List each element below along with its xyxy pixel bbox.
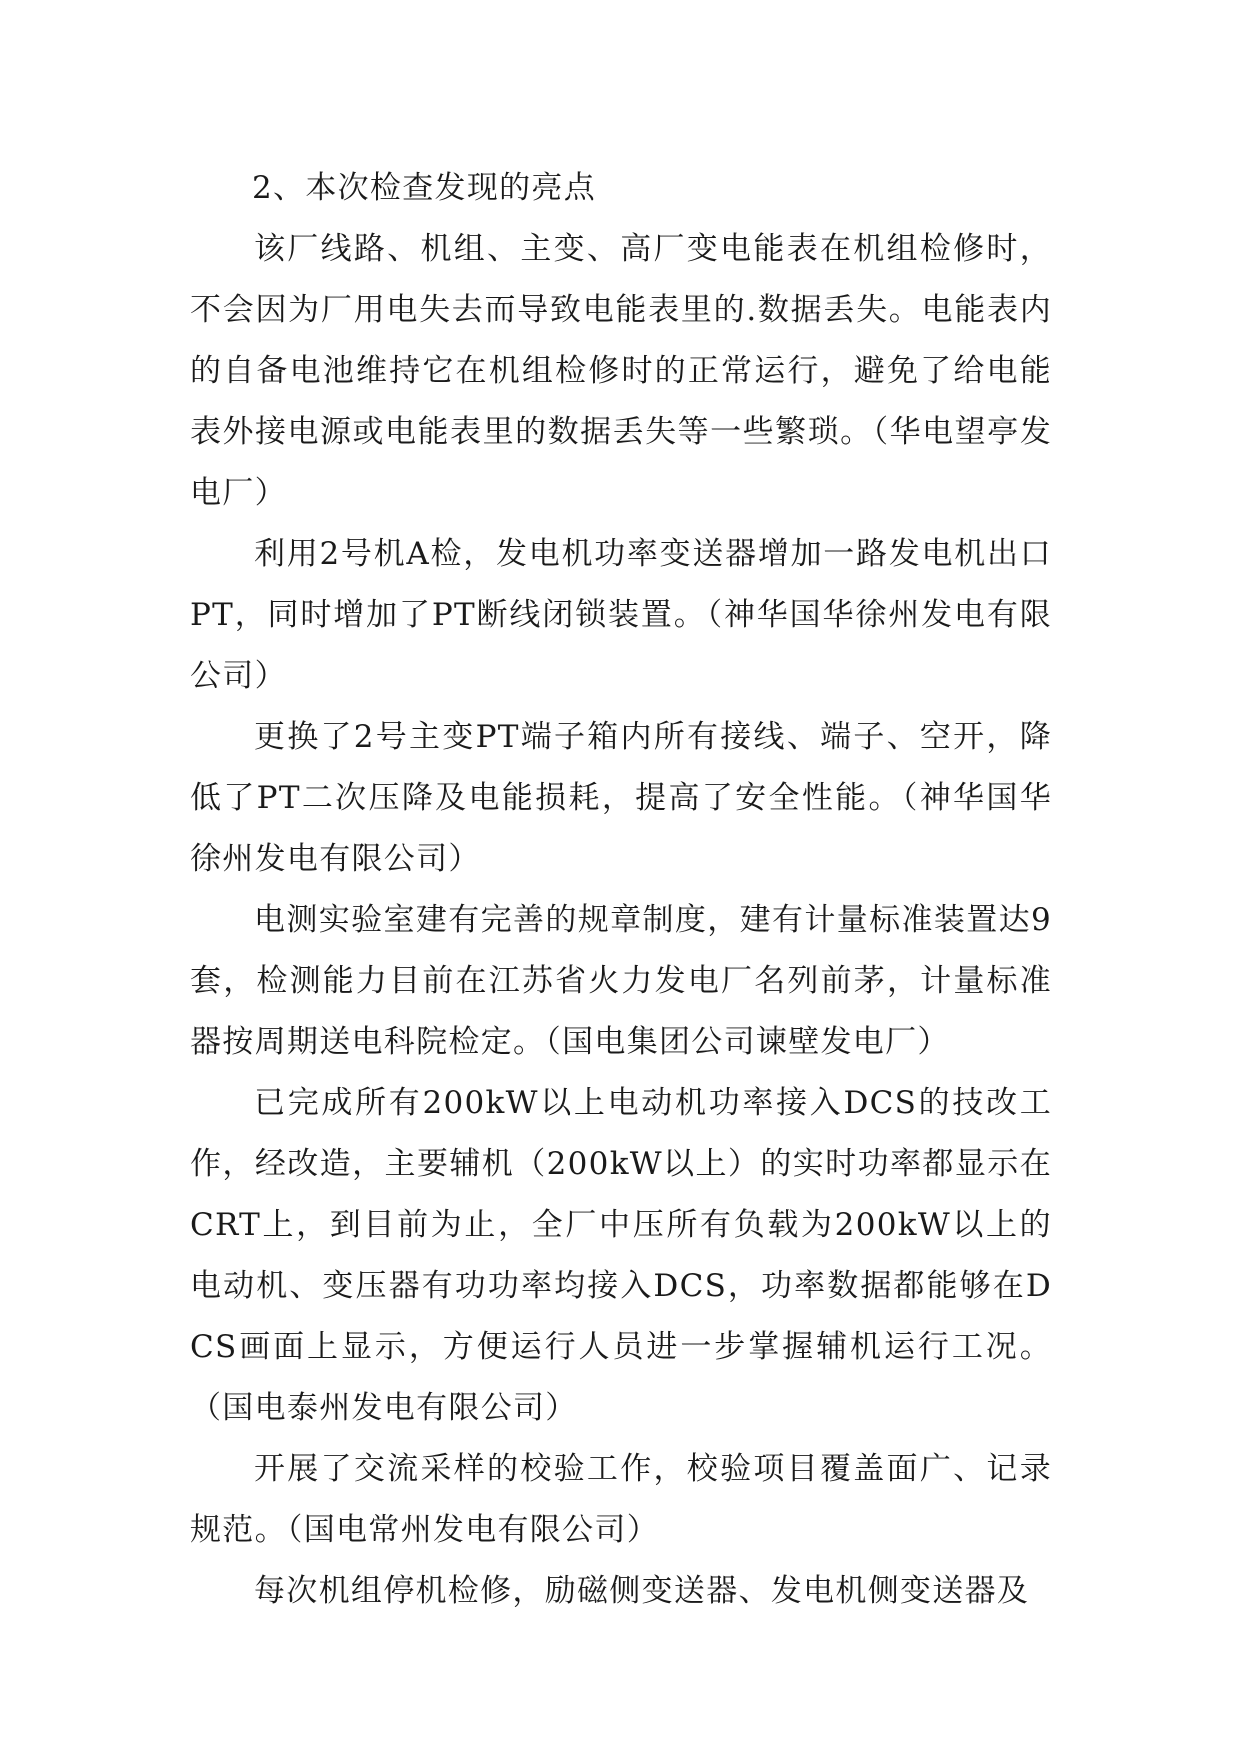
paragraph-xuzhou-terminal-box: 更换了2号主变PT端子箱内所有接线、端子、空开，降低了PT二次压降及电能损耗，提高了安全性能。（神华国华徐州发电有限公司） [190,719,1052,877]
document-body [190,158,1052,1622]
paragraph-jianbi-lab: 电测实验室建有完善的规章制度，建有计量标准装置达9套，检测能力目前在江苏省火力发电厂名列前茅，计量标准器按周期送电科院检定。（国电集团公司谏壁发电厂） [190,902,1052,1060]
section-heading: 2、本次检查发现的亮点 [252,170,597,206]
paragraph-xuzhou-pt-lockout: 利用2号机A检，发电机功率变送器增加一路发电机出口PT，同时增加了PT断线闭锁装置。（神华国华徐州发电有限公司） [190,536,1052,694]
paragraph-changzhou-sampling: 开展了交流采样的校验工作，校验项目覆盖面广、记录规范。（国电常州发电有限公司） [190,1451,1052,1548]
paragraph-maintenance-continued: 每次机组停机检修，励磁侧变送器、发电机侧变送器及 [254,1573,1030,1609]
paragraph-wangting: 该厂线路、机组、主变、高厂变电能表在机组检修时，不会因为厂用电失去而导致电能表里的.数据丢失。电能表内的自备电池维持它在机组检修时的正常运行，避免了给电能表外接电源或电能表里的数据丢失等一些繁琐。（华电望亭发电厂） [190,231,1052,511]
paragraph-taizhou-dcs: 已完成所有200kW以上电动机功率接入DCS的技改工作，经改造，主要辅机（200kW以上）的实时功率都显示在CRT上，到目前为止，全厂中压所有负载为200kW以上的电动机、变压器有功功率均接入DCS，功率数据都能够在DCS画面上显示，方便运行人员进一步掌握辅机运行工况。（国电泰州发电有限公司） [190,1085,1052,1426]
